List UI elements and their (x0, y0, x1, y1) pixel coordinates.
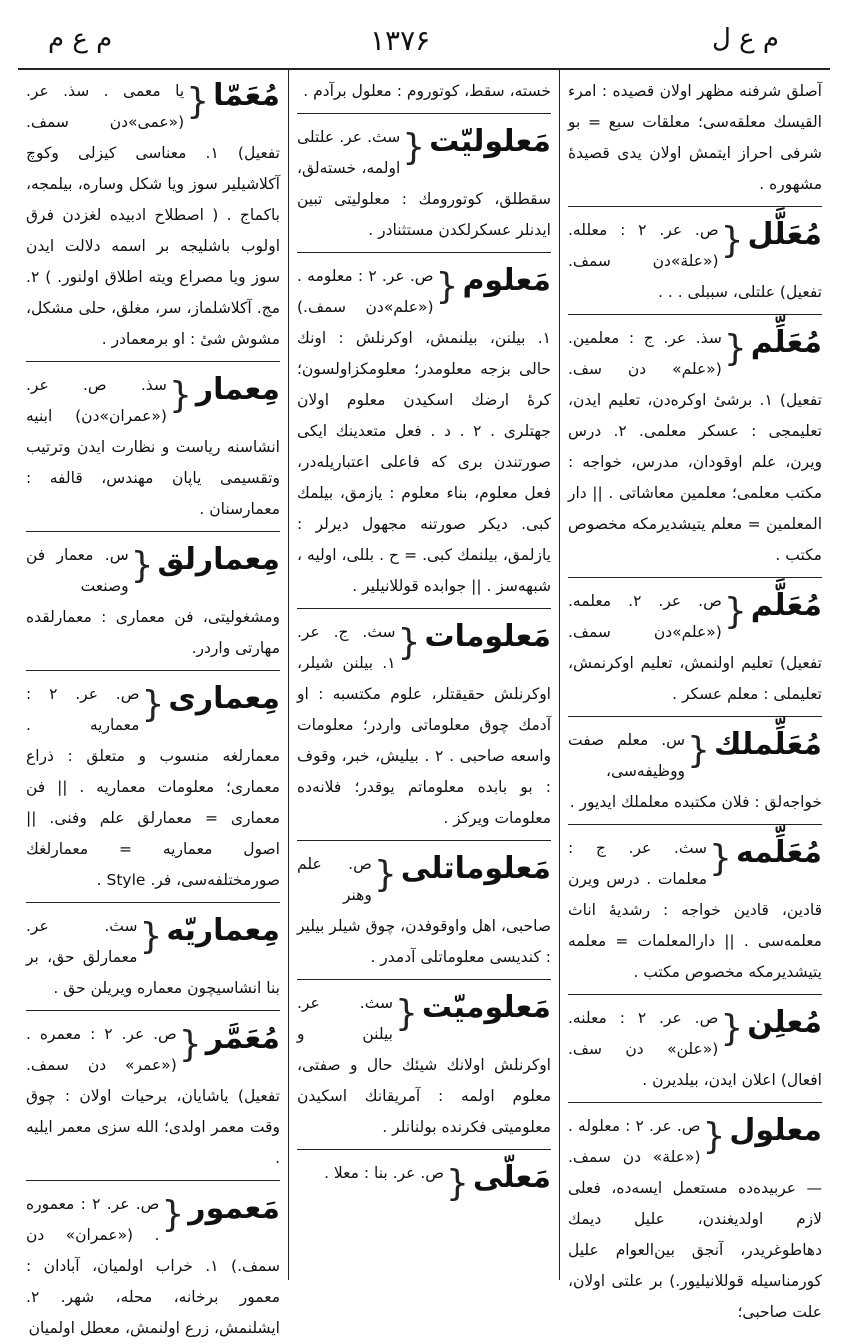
entry-text: س. معلم صفت ووظیفه‌سی، خواجه‌لق : فلان مکتبده معلملك ایدیور . (568, 731, 822, 811)
headword: مِعماری (168, 681, 280, 716)
headword: مِعمارلق (157, 542, 280, 577)
entry-separator (568, 994, 822, 995)
headword: مُعَلِّمه (735, 835, 822, 870)
brace-glyph: { (130, 545, 154, 586)
entry-separator (297, 113, 551, 114)
page-number: ۱۳۷۶ (370, 24, 431, 57)
column-middle (289, 70, 559, 1280)
headword: مَعلّی (472, 1160, 551, 1195)
brace-glyph: { (720, 220, 744, 261)
headword: مُعَلِّم (750, 325, 822, 360)
entry-text: سث. عر. علتلی اولمه، خسته‌لق، سقطلق، کوتورومك : معلولیتی تبین ایدنلر عسکرلکدن مستثنادر . (297, 128, 551, 239)
entry-separator (568, 716, 822, 717)
entry-separator (568, 824, 822, 825)
brace-glyph: { (178, 1024, 202, 1065)
entry-separator (568, 1102, 822, 1103)
entry-separator (26, 361, 280, 362)
headword: مَعلوم (462, 263, 551, 298)
entry-text: ص. عر. ۲ : معمره . («عمر» دن سمف. تفعیل) یاشایان، برحیات اولان : چوق وقت معمر اولدی؛ الله سزی معمر ایلیه . (26, 1025, 280, 1167)
entry-text: ص. علم وهنر صاحبی، اهل واوقوفدن، چوق شیلر بیلیر : کندیسی معلوماتلی آدمدر . (297, 855, 551, 966)
entry-text: سث. عر. معمارلق حق، بر بنا انشاسیچون معماره ویریلن حق . (26, 917, 280, 997)
entry (297, 988, 551, 1143)
entry-text: ص. عر. ۲ : معلله. («علة»دن سمف. تفعیل) علتلی، سببلی . . . (568, 221, 822, 301)
headword: مِعمار (195, 372, 280, 407)
entry-separator (297, 608, 551, 609)
entry-text: ص. عر. ۲ : معماریه . معمارلغه منسوب و متعلق : ذراع معماری؛ معلومات معماریه . || فن معماری = معمارلق علم وفنی. || اصول معماریه = معمارلغك صورمختلفه‌سی، فر. Style . (26, 685, 280, 889)
column-right (560, 70, 830, 1321)
entry-separator (297, 979, 551, 980)
entry (26, 1189, 280, 1344)
headword: مِعماریّه (166, 913, 280, 948)
headword: معلول (729, 1113, 822, 1148)
entry (568, 586, 822, 710)
entry-text: ص. عر. بنا : معلا . (324, 1164, 444, 1182)
entry (297, 617, 551, 834)
brace-glyph: { (141, 684, 165, 725)
headword: مُعَمَّر (205, 1021, 280, 1056)
entry-text: ص. عر. ۲. معلمه. («علم»دن سمف. تفعیل) تعلیم اولنمش، تعلیم اوکرنمش، تعلیملی : معلم عسکر . (568, 592, 822, 703)
headword: مُعَمّا (213, 78, 280, 113)
entry (297, 849, 551, 973)
brace-glyph: { (186, 81, 210, 122)
brace-glyph: { (445, 1163, 469, 1204)
brace-glyph: { (161, 1194, 185, 1235)
entry (568, 833, 822, 988)
entry-text: ص. عر. ۲ : معلنه. («علن» دن سف. افعال) اعلان ایدن، بیلدیرن . (568, 1009, 822, 1089)
headword: مَعلومیّت (421, 990, 551, 1025)
entry-separator (297, 840, 551, 841)
entry (26, 1019, 280, 1174)
entry-separator (26, 1180, 280, 1181)
brace-glyph: { (709, 838, 732, 879)
brace-glyph: { (373, 854, 397, 895)
entry (297, 261, 551, 602)
entry-text: سذ. ص. عر. («عمران»دن) ابنیه انشاسنه ریاست و نظارت ایدن وترتیب وتقسیمی یاپان مهندس، قالفه : معمارسنان . (26, 376, 280, 518)
entry-separator (568, 577, 822, 578)
brace-glyph: { (402, 127, 426, 168)
headword: مُعَلَّم (750, 588, 822, 623)
brace-glyph: { (723, 328, 747, 369)
headword: مَعمور (188, 1191, 280, 1226)
brace-glyph: { (720, 1008, 744, 1049)
entry-text: س. معمار فن وصنعت ومشغولیتی، فن معماری : معمارلقده مهارتی واردر. (26, 546, 280, 657)
entry-text: سث. ج. عر. ۱. بیلنن شیلر، اوکرنلش حقیقتلر، علوم مکتسبه : او آدمك چوق معلوماتی واردر؛ معلومات واسعه صاحبی . ۲ . بیلیش، خبر، وقوف : بو بابده معلوماتم یوقدر؛ فلانه‌ده معلومات ویرکز . (297, 623, 552, 827)
page-header (0, 24, 849, 64)
brace-glyph: { (394, 993, 418, 1034)
entry (568, 323, 822, 571)
entry (26, 911, 280, 1004)
entry (568, 1003, 822, 1096)
entry-separator (568, 314, 822, 315)
headword: مَعلولیّت (429, 124, 551, 159)
entry (26, 76, 280, 355)
entry-separator (297, 252, 551, 253)
entry-separator (568, 206, 822, 207)
entry-text: یا معمی . سذ. عر. («عمی»دن سمف. تفعیل) ۱. معناسی کیزلی وکوچ آکلاشیلیر سوز ویا شکل وساره، بیلمجه، باکماج . ( اصطلاح ادبیده لغزدن فرق اولوب باشلیجه بر اسمه دلالت ایدن سوز ویا مصراع ویته اطلاق اولنور. ) ۲. مج. آکلاشلماز، سر، مغلق، حلی مشکل، مشوش شیٔ : او برمعمادر . (26, 82, 280, 348)
brace-glyph: { (702, 1116, 726, 1157)
headword: مُعَلِّملك (713, 727, 822, 762)
brace-glyph: { (687, 730, 710, 771)
entry (297, 1158, 551, 1204)
brace-glyph: { (435, 266, 459, 307)
entry (568, 725, 822, 818)
entry-separator (26, 1010, 280, 1011)
entry (297, 76, 551, 107)
brace-glyph: { (397, 622, 421, 663)
entry-text: سذ. عر. ج : معلمین. («علم» دن سف. تفعیل) ۱. برشیٔ اوکره‌دن، تعلیم ایدن، تعلیمجی : عسکر معلمی. ۲. درس ویرن، علم اوقودان، مدرس، خواجه : مکتب معلمی؛ معلمین معاشاتی . || دار المعلمین = معلم یتیشدیرمکه مخصوص مکتب . (568, 329, 822, 564)
entry (26, 370, 280, 525)
guide-word-right: م ع ل (711, 24, 779, 54)
headword: مُعلِن (747, 1005, 822, 1040)
entry-text: سث. عر. بیلنن و اوکرنلش اولانك شیئك حال و صفتی، معلوم اولمه : آمریقانك اسکیدن معلومیتی فکرنده بولنانلر . (297, 994, 551, 1136)
entry (26, 540, 280, 664)
entry-text: ص. عر. ۲ : معلومه . («علم»دن سمف.) ۱. بیلنن، بیلنمش، اوکرنلش : اونك حالی بزجه معلومدر؛ معلومکزاولسون؛ کرهٔ ارضك اسکیدن معلوم اولان جهتلری . ۲ . د . فعل متعدینك ایکی صورتندن بری که فاعلی اعتباریله‌در، فعل معلوم، بناء معلوم : یازمق، بیلمك کبی. دیکر صورتنه مجهول دیرلر : یازلمق، بیلنمك کبی. = ح . بللی، اولیه ، شبهه‌سز . || جوابده قوللانیلیر . (297, 267, 551, 595)
entry-separator (26, 670, 280, 671)
entry (568, 1111, 822, 1328)
brace-glyph: { (168, 375, 192, 416)
headword: مَعلوماتلی (400, 851, 551, 886)
entry-text: ص. عر. ۲ : معموره . («عمران» دن سمف.) ۱. خراب اولمیان، آبادان : معمور برخانه، محله، شهر. ۲. ایشلنمش، زرع اولنمش، معطل اولمیان (26, 1195, 280, 1337)
entry-text: ص. عر. ۲ : معلوله . («علة» دن سمف. — عربیده‌ده مستعمل ایسه‌ده، فعلی لازم اولدیغندن، علیل دیمك دهاطوغریدر، آنجق بین‌العوام علیل کورمناسیله قوللانیلیور.) بر علتی اولان، علت صاحبی؛ (568, 1117, 822, 1321)
entry-separator (26, 902, 280, 903)
entry (568, 76, 822, 200)
entry (297, 122, 551, 246)
entry (568, 215, 822, 308)
dictionary-columns (18, 70, 830, 1337)
guide-word-left: م ع م (48, 24, 113, 54)
entry-text: سث. عر. ج : معلمات . درس ویرن قادین، قادین خواجه : رشدیهٔ اناث معلمه‌سی . || دارالمعلمات = معلمه یتیشدیرمکه مخصوص مکتب . (568, 839, 822, 981)
entry-separator (297, 1149, 551, 1150)
brace-glyph: { (723, 591, 747, 632)
entry-separator (26, 531, 280, 532)
entry-text: خسته، سقط، کوتوروم : معلول برآدم . (303, 82, 551, 100)
entry (26, 679, 280, 896)
column-left (18, 70, 288, 1337)
headword: مَعلومات (424, 619, 551, 654)
entry-text: آصلق شرفنه مظهر اولان قصیده : امرء القیسك معلقه‌سی؛ معلقات سبع = بو شرفی احراز ایتمش اولان یدی قصیدهٔ مشهوره . (568, 82, 822, 193)
brace-glyph: { (139, 916, 163, 957)
headword: مُعَلَّل (747, 217, 822, 252)
